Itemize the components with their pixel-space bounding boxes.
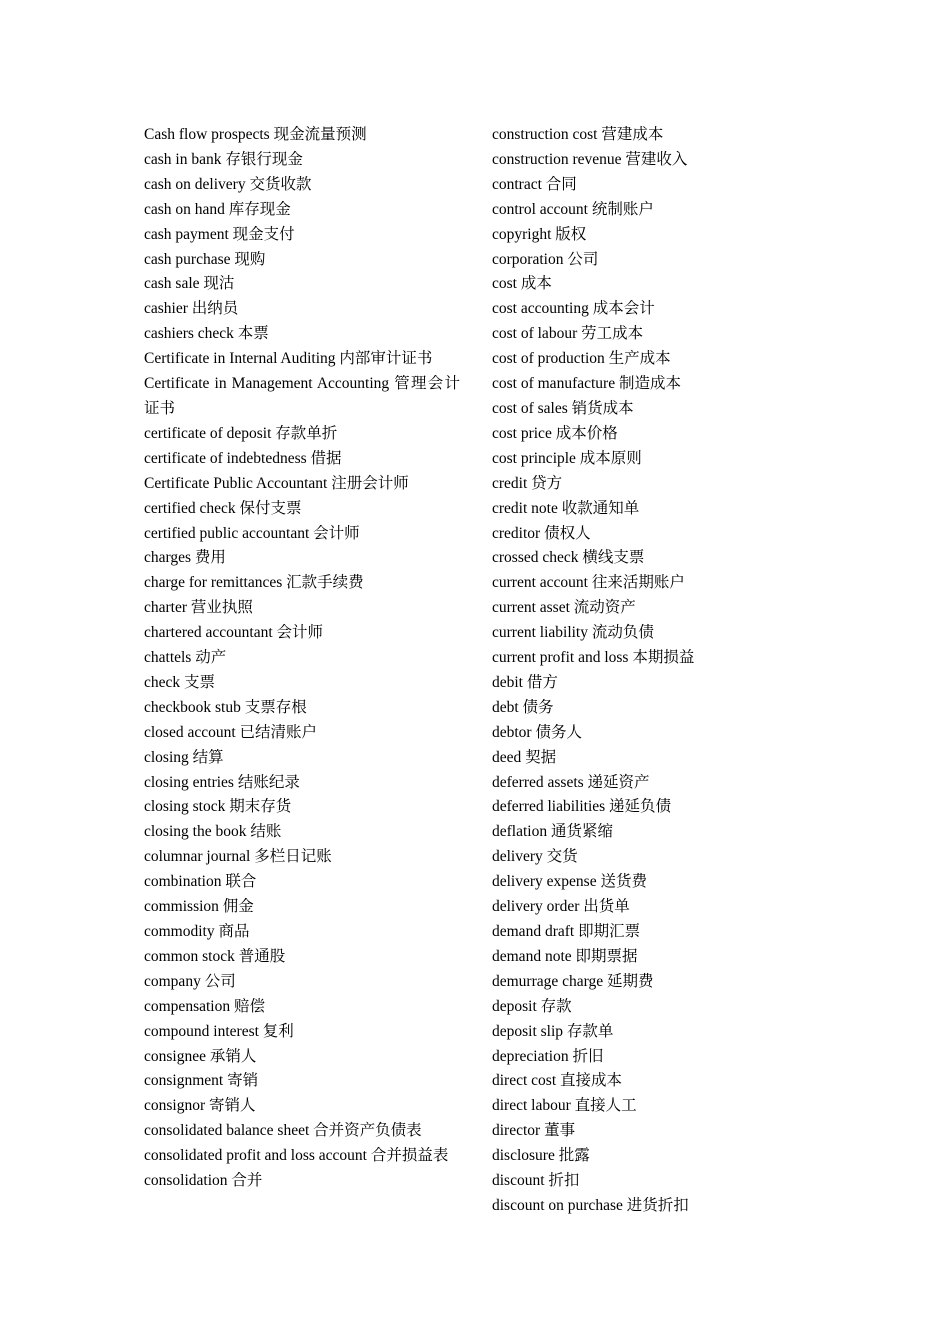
glossary-entry: current asset 流动资产 — [492, 599, 636, 617]
glossary-entry: depreciation 折旧 — [492, 1047, 604, 1065]
glossary-entry: consignment 寄销 — [144, 1072, 259, 1090]
glossary-entry: cash sale 现沽 — [144, 275, 235, 293]
glossary-entry: debit 借方 — [492, 673, 558, 691]
glossary-entry: consolidated profit and loss account 合并损益表 — [144, 1147, 449, 1165]
glossary-entry: disclosure 批露 — [492, 1147, 590, 1165]
glossary-entry: direct labour 直接人工 — [492, 1097, 637, 1115]
glossary-entry: closed account 已结清账户 — [144, 723, 318, 741]
glossary-entry: cost of sales 销货成本 — [492, 399, 634, 417]
glossary-entry: discount 折扣 — [492, 1172, 580, 1190]
glossary-entry: columnar journal 多栏日记账 — [144, 848, 332, 866]
glossary-entry: closing entries 结账纪录 — [144, 773, 300, 791]
glossary-entry: corporation 公司 — [492, 250, 599, 268]
glossary-column-left — [144, 123, 460, 1194]
glossary-entry: debt 债务 — [492, 698, 554, 716]
glossary-entry: checkbook stub 支票存根 — [144, 698, 307, 716]
glossary-entry: charter 营业执照 — [144, 599, 253, 617]
glossary-entry: certified check 保付支票 — [144, 499, 302, 517]
glossary-entry: cost price 成本价格 — [492, 424, 618, 442]
glossary-entry: credit 贷方 — [492, 474, 563, 492]
glossary-entry: company 公司 — [144, 972, 236, 990]
glossary-entry: construction revenue 营建收入 — [492, 150, 688, 168]
glossary-entry: closing stock 期末存货 — [144, 798, 292, 816]
glossary-entry: current liability 流动负债 — [492, 624, 654, 642]
glossary-entry: charges 费用 — [144, 549, 226, 567]
glossary-entry: consignor 寄销人 — [144, 1097, 256, 1115]
glossary-entry: demand note 即期票据 — [492, 947, 638, 965]
glossary-entry: control account 统制账户 — [492, 200, 654, 218]
glossary-entry: cashier 出纳员 — [144, 300, 239, 318]
glossary-entry: deed 契据 — [492, 748, 557, 766]
glossary-entry: deposit slip 存款单 — [492, 1022, 614, 1040]
glossary-entry: delivery expense 送货费 — [492, 873, 647, 891]
glossary-entry: crossed check 横线支票 — [492, 549, 645, 567]
glossary-entry: credit note 收款通知单 — [492, 499, 640, 517]
glossary-entry: deferred assets 递延资产 — [492, 773, 650, 791]
glossary-entry: debtor 债务人 — [492, 723, 582, 741]
glossary-entry: discount on purchase 进货折扣 — [492, 1196, 689, 1214]
glossary-entry: certified public accountant 会计师 — [144, 524, 360, 542]
glossary-entry: deferred liabilities 递延负债 — [492, 798, 672, 816]
glossary-entry: Cash flow prospects 现金流量预测 — [144, 126, 367, 143]
glossary-entry: consolidated balance sheet 合并资产负债表 — [144, 1122, 422, 1140]
glossary-entry: contract 合同 — [492, 175, 577, 193]
glossary-entry: cash payment 现金支付 — [144, 225, 295, 243]
glossary-entry: direct cost 直接成本 — [492, 1072, 623, 1090]
glossary-entry: chartered accountant 会计师 — [144, 624, 324, 642]
glossary-entry: current account 往来活期账户 — [492, 574, 685, 592]
glossary-entry: creditor 债权人 — [492, 524, 591, 542]
glossary-entry: commission 佣金 — [144, 898, 254, 916]
glossary-column-right — [492, 123, 812, 1219]
glossary-entry: certificate of deposit 存款单折 — [144, 424, 338, 442]
glossary-entry: Certificate Public Accountant 注册会计师 — [144, 474, 409, 492]
glossary-entry: Certificate in Management Accounting 管理会计证书 — [144, 375, 460, 417]
glossary-entry: current profit and loss 本期损益 — [492, 649, 695, 667]
glossary-entry: demurrage charge 延期费 — [492, 972, 654, 990]
glossary-entry: common stock 普通股 — [144, 947, 286, 965]
glossary-entry: construction cost 营建成本 — [492, 126, 664, 143]
glossary-entry: director 董事 — [492, 1122, 576, 1140]
glossary-entry: compensation 赔偿 — [144, 997, 265, 1015]
glossary-entry: deposit 存款 — [492, 997, 572, 1015]
glossary-entry: cash on hand 库存现金 — [144, 200, 291, 218]
glossary-entry: cost principle 成本原则 — [492, 449, 642, 467]
glossary-entry: commodity 商品 — [144, 923, 250, 940]
glossary-entry: delivery 交货 — [492, 848, 578, 866]
glossary-entry: cash on delivery 交货收款 — [144, 175, 312, 193]
glossary-entry: closing the book 结账 — [144, 823, 282, 841]
glossary-entry: check 支票 — [144, 673, 216, 691]
glossary-entry: cash in bank 存银行现金 — [144, 150, 303, 168]
glossary-entry: certificate of indebtedness 借据 — [144, 449, 342, 467]
glossary-entry: consolidation 合并 — [144, 1172, 263, 1190]
glossary-entry: closing 结算 — [144, 748, 224, 766]
glossary-entry: cost of manufacture 制造成本 — [492, 375, 681, 393]
glossary-entry: cost of labour 劳工成本 — [492, 325, 644, 343]
glossary-entry: cost of production 生产成本 — [492, 350, 671, 368]
glossary-entry: cash purchase 现购 — [144, 250, 266, 268]
glossary-entry: Certificate in Internal Auditing 内部审计证书 — [144, 350, 433, 368]
glossary-entry: deflation 通货紧缩 — [492, 823, 613, 841]
glossary-entry: copyright 版权 — [492, 225, 587, 243]
glossary-entry: compound interest 复利 — [144, 1022, 294, 1040]
glossary-entry: combination 联合 — [144, 873, 257, 891]
glossary-entry: consignee 承销人 — [144, 1047, 257, 1065]
glossary-entry: charge for remittances 汇款手续费 — [144, 574, 364, 592]
glossary-entry: cashiers check 本票 — [144, 325, 269, 343]
glossary-entry: cost accounting 成本会计 — [492, 300, 655, 318]
glossary-entry: chattels 动产 — [144, 649, 227, 667]
glossary-entry: delivery order 出货单 — [492, 898, 630, 916]
glossary-entry: cost 成本 — [492, 275, 552, 293]
glossary-entry: demand draft 即期汇票 — [492, 923, 641, 940]
